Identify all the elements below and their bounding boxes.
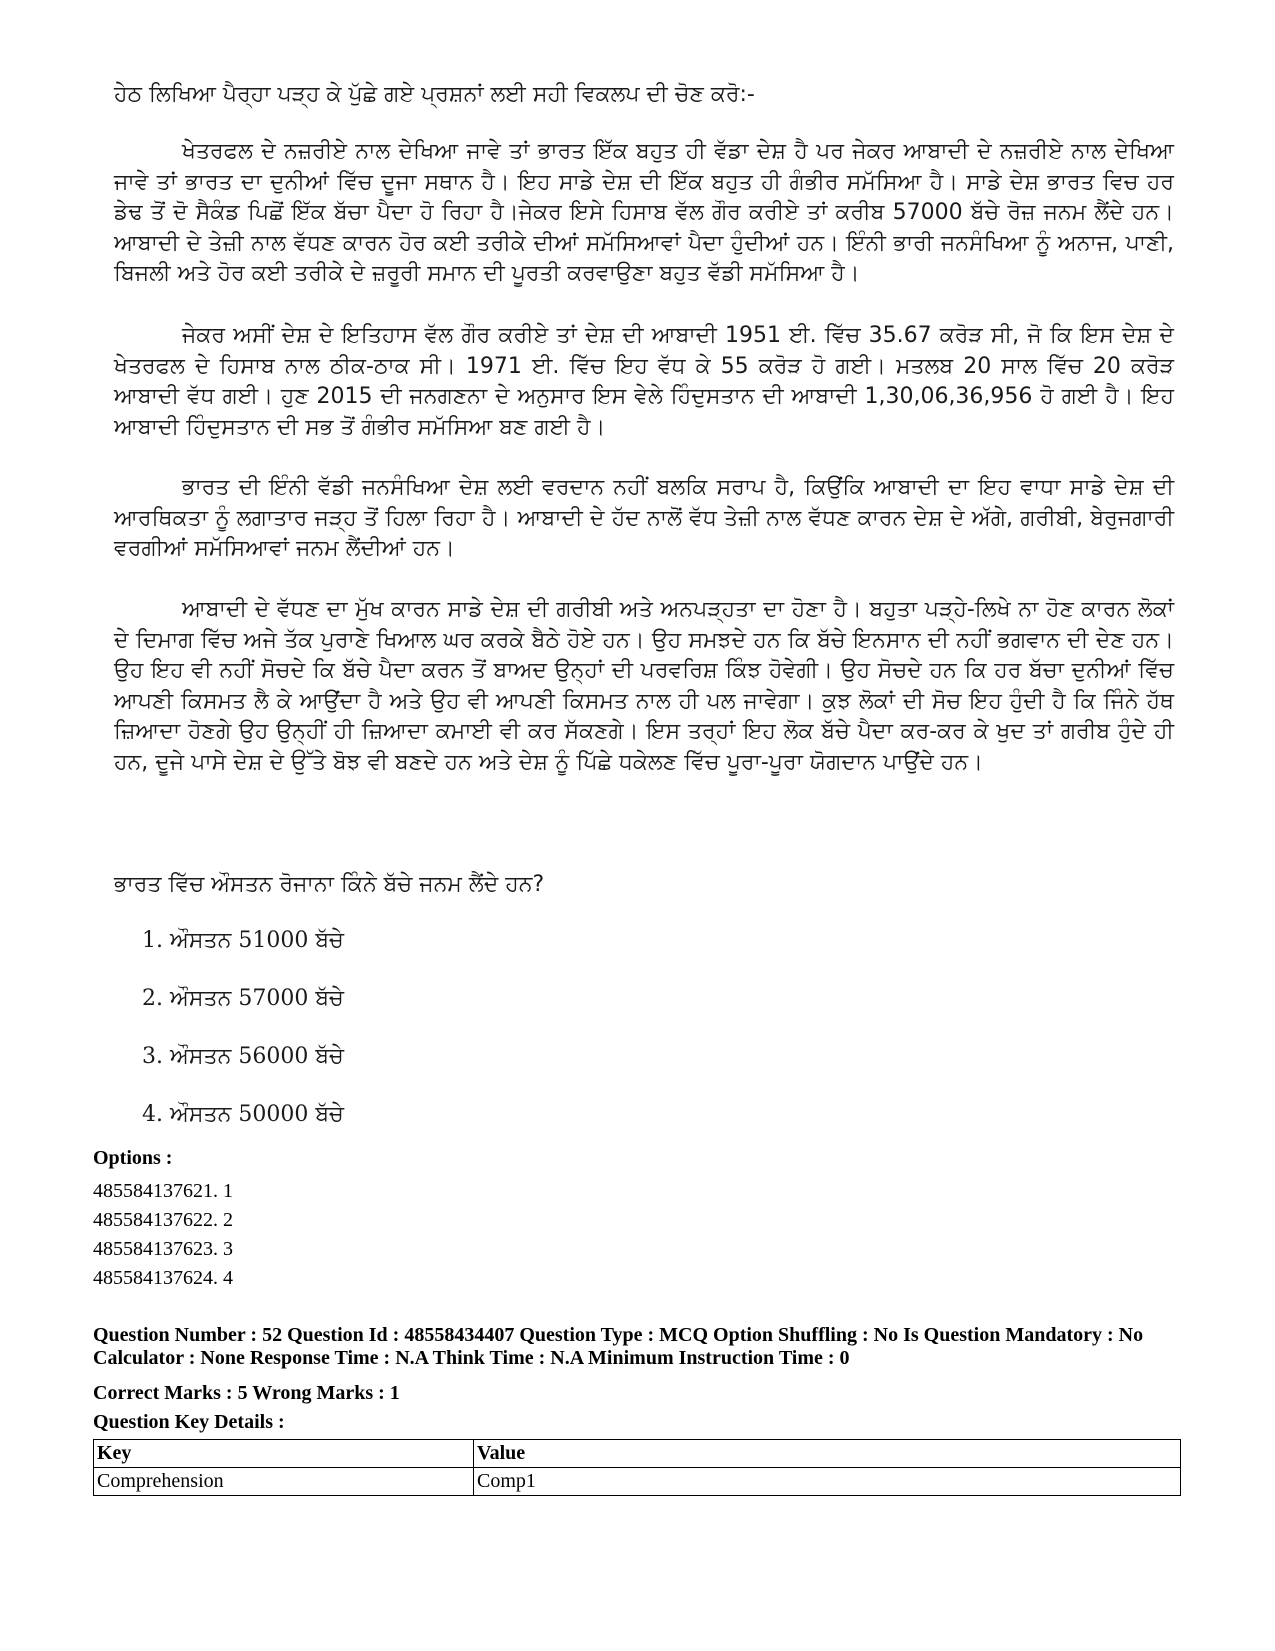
question-metadata: Question Number : 52 Question Id : 48558434407 Question Type : MCQ Option Shuffling : No Is Question Mandatory : No Calculator : None Response Time : N.A Think Time : N.A Minimum Instruction Time : 0 [93,1324,1144,1369]
passage-paragraph-4: ਆਬਾਦੀ ਦੇ ਵੱਧਣ ਦਾ ਮੁੱਖ ਕਾਰਨ ਸਾਡੇ ਦੇਸ਼ ਦੀ ਗਰੀਬੀ ਅਤੇ ਅਨਪੜ੍ਹਤਾ ਦਾ ਹੋਣਾ ਹੈ। ਬਹੁਤਾ ਪੜ੍ਹੇ-ਲਿਖੇ ਨਾ ਹੋਣ ਕਾਰਨ ਲੋਕਾਂ ਦੇ ਦਿਮਾਗ ਵਿੱਚ ਅਜੇ ਤੱਕ ਪੁਰਾਣੇ ਖਿਆਲ ਘਰ ਕਰਕੇ ਬੈਠੇ ਹੋਏ ਹਨ। ਉਹ ਸਮਝਦੇ ਹਨ ਕਿ ਬੱਚੇ ਇਨਸਾਨ ਦੀ ਨਹੀਂ ਭਗਵਾਨ ਦੀ ਦੇਣ ਹਨ। ਉਹ ਇਹ ਵੀ ਨਹੀਂ ਸੋਚਦੇ ਕਿ ਬੱਚੇ ਪੈਦਾ ਕਰਨ ਤੋਂ ਬਾਅਦ ਉਨ੍ਹਾਂ ਦੀ ਪਰਵਰਿਸ਼ ਕਿੰਝ ਹੋਵੇਗੀ। ਉਹ ਸੋਚਦੇ ਹਨ ਕਿ ਹਰ ਬੱਚਾ ਦੁਨੀਆਂ ਵਿੱਚ ਆਪਣੀ ਕਿਸਮਤ ਲੈ ਕੇ ਆਉਂਦਾ ਹੈ ਅਤੇ ਉਹ ਵੀ ਆਪਣੀ ਕਿਸਮਤ ਨਾਲ ਹੀ ਪਲ ਜਾਵੇਗਾ। ਕੁਝ ਲੋਕਾਂ ਦੀ ਸੋਚ ਇਹ ਹੁੰਦੀ ਹੈ ਕਿ ਜਿੰਨੇ ਹੱਥ ਜ਼ਿਆਦਾ ਹੋਣਗੇ ਉਹ ਉਨ੍ਹੀਂ ਹੀ ਜ਼ਿਆਦਾ ਕਮਾਈ ਵੀ ਕਰ ਸੱਕਣਗੇ। ਇਸ ਤਰ੍ਹਾਂ ਇਹ ਲੋਕ ਬੱਚੇ ਪੈਦਾ ਕਰ-ਕਰ ਕੇ ਖੁਦ ਤਾਂ ਗਰੀਬ ਹੁੰਦੇ ਹੀ ਹਨ, ਦੂਜੇ ਪਾਸੇ ਦੇਸ਼ ਦੇ ਉੱਤੇ ਬੋਝ ਵੀ ਬਣਦੇ ਹਨ ਅਤੇ ਦੇਸ਼ ਨੂੰ ਪਿੱਛੇ ਧਕੇਲਣ ਵਿੱਚ ਪੂਰਾ-ਪੂਰਾ ਯੋਗਦਾਨ ਪਾਉਂਦੇ ਹਨ। [114,597,1174,775]
question-marks: Correct Marks : 5 Wrong Marks : 1 [93,1382,400,1404]
option-id-4: 485584137624. 4 [93,1267,233,1289]
answer-choice-2: 2. ਔਸਤਨ 57000 ਬੱਚੇ [142,986,344,1011]
key-details-table [93,1439,1181,1496]
passage-paragraph-1: ਖੇਤਰਫਲ ਦੇ ਨਜ਼ਰੀਏ ਨਾਲ ਦੇਖਿਆ ਜਾਵੇ ਤਾਂ ਭਾਰਤ ਇੱਕ ਬਹੁਤ ਹੀ ਵੱਡਾ ਦੇਸ਼ ਹੈ ਪਰ ਜੇਕਰ ਆਬਾਦੀ ਦੇ ਨਜ਼ਰੀਏ ਨਾਲ ਦੇਖਿਆ ਜਾਵੇ ਤਾਂ ਭਾਰਤ ਦਾ ਦੁਨੀਆਂ ਵਿੱਚ ਦੂਜਾ ਸਥਾਨ ਹੈ। ਇਹ ਸਾਡੇ ਦੇਸ਼ ਦੀ ਇੱਕ ਬਹੁਤ ਹੀ ਗੰਭੀਰ ਸਮੱਸਿਆ ਹੈ। ਸਾਡੇ ਦੇਸ਼ ਭਾਰਤ ਵਿਚ ਹਰ ਡੇਢ ਤੋਂ ਦੋ ਸੈਕੰਡ ਪਿਛੋਂ ਇੱਕ ਬੱਚਾ ਪੈਦਾ ਹੋ ਰਿਹਾ ਹੈ।ਜੇਕਰ ਇਸੇ ਹਿਸਾਬ ਵੱਲ ਗੌਰ ਕਰੀਏ ਤਾਂ ਕਰੀਬ 57000 ਬੱਚੇ ਰੋਜ਼ ਜਨਮ ਲੈਂਦੇ ਹਨ। ਆਬਾਦੀ ਦੇ ਤੇਜ਼ੀ ਨਾਲ ਵੱਧਣ ਕਾਰਨ ਹੋਰ ਕਈ ਤਰੀਕੇ ਦੀਆਂ ਸਮੱਸਿਆਵਾਂ ਪੈਦਾ ਹੁੰਦੀਆਂ ਹਨ। ਇੰਨੀ ਭਾਰੀ ਜਨਸੰਖਿਆ ਨੂੰ ਅਨਾਜ, ਪਾਣੀ, ਬਿਜਲੀ ਅਤੇ ਹੋਰ ਕਈ ਤਰੀਕੇ ਦੇ ਜ਼ਰੂਰੀ ਸਮਾਨ ਦੀ ਪੂਰਤੀ ਕਰਵਾਉਣਾ ਬਹੁਤ ਵੱਡੀ ਸਮੱਸਿਆ ਹੈ। [114,139,1174,286]
option-id-3: 485584137623. 3 [93,1238,233,1260]
table-cell-key: Comprehension [94,1468,474,1496]
table-header-key: Key [94,1440,474,1468]
answer-choice-1: 1. ਔਸਤਨ 51000 ਬੱਚੇ [142,928,344,953]
table-cell-value: Comp1 [474,1468,1181,1496]
passage-paragraph-3: ਭਾਰਤ ਦੀ ਇੰਨੀ ਵੱਡੀ ਜਨਸੰਖਿਆ ਦੇਸ਼ ਲਈ ਵਰਦਾਨ ਨਹੀਂ ਬਲਕਿ ਸਰਾਪ ਹੈ, ਕਿਉਂਕਿ ਆਬਾਦੀ ਦਾ ਇਹ ਵਾਧਾ ਸਾਡੇ ਦੇਸ਼ ਦੀ ਆਰਥਿਕਤਾ ਨੂੰ ਲਗਾਤਾਰ ਜੜ੍ਹ ਤੋਂ ਹਿਲਾ ਰਿਹਾ ਹੈ। ਆਬਾਦੀ ਦੇ ਹੱਦ ਨਾਲੋਂ ਵੱਧ ਤੇਜ਼ੀ ਨਾਲ ਵੱਧਣ ਕਾਰਨ ਦੇਸ਼ ਦੇ ਅੱਗੇ, ਗਰੀਬੀ, ਬੇਰੁਜਗਾਰੀ ਵਰਗੀਆਂ ਸਮੱਸਿਆਵਾਂ ਜਨਮ ਲੈਂਦੀਆਂ ਹਨ। [114,475,1174,561]
question-text: ਭਾਰਤ ਵਿੱਚ ਔਸਤਨ ਰੋਜਾਨਾ ਕਿੰਨੇ ਬੱਚੇ ਜਨਮ ਲੈਂਦੇ ਹਨ? [114,872,545,897]
passage-instruction: ਹੇਠ ਲਿਖਿਆ ਪੈਰ੍ਹਾ ਪੜ੍ਹ ਕੇ ਪੁੱਛੇ ਗਏ ਪ੍ਰਸ਼ਨਾਂ ਲਈ ਸਹੀ ਵਿਕਲਪ ਦੀ ਚੋਣ ਕਰੋ:- [114,82,755,107]
option-id-2: 485584137622. 2 [93,1209,233,1231]
table-header-value: Value [474,1440,1181,1468]
options-heading: Options : [93,1147,173,1169]
answer-choice-3: 3. ਔਸਤਨ 56000 ਬੱਚੇ [142,1044,344,1069]
answer-choice-4: 4. ਔਸਤਨ 50000 ਬੱਚੇ [142,1102,344,1127]
key-details-heading: Question Key Details : [93,1411,285,1433]
option-id-1: 485584137621. 1 [93,1180,233,1202]
table-header-row [94,1440,1181,1468]
table-row [94,1468,1181,1496]
passage-paragraph-2: ਜੇਕਰ ਅਸੀਂ ਦੇਸ਼ ਦੇ ਇਤਿਹਾਸ ਵੱਲ ਗੌਰ ਕਰੀਏ ਤਾਂ ਦੇਸ਼ ਦੀ ਆਬਾਦੀ 1951 ਈ. ਵਿੱਚ 35.67 ਕਰੋੜ ਸੀ, ਜੋ ਕਿ ਇਸ ਦੇਸ਼ ਦੇ ਖੇਤਰਫਲ ਦੇ ਹਿਸਾਬ ਨਾਲ ਠੀਕ-ਠਾਕ ਸੀ। 1971 ਈ. ਵਿੱਚ ਇਹ ਵੱਧ ਕੇ 55 ਕਰੋੜ ਹੋ ਗਈ। ਮਤਲਬ 20 ਸਾਲ ਵਿੱਚ 20 ਕਰੋੜ ਆਬਾਦੀ ਵੱਧ ਗਈ। ਹੁਣ 2015 ਦੀ ਜਨਗਣਨਾ ਦੇ ਅਨੁਸਾਰ ਇਸ ਵੇਲੇ ਹਿੰਦੁਸਤਾਨ ਦੀ ਆਬਾਦੀ 1,30,06,36,956 ਹੋ ਗਈ ਹੈ। ਇਹ ਆਬਾਦੀ ਹਿੰਦੁਸਤਾਨ ਦੀ ਸਭ ਤੋਂ ਗੰਭੀਰ ਸਮੱਸਿਆ ਬਣ ਗਈ ਹੈ। [114,323,1174,440]
